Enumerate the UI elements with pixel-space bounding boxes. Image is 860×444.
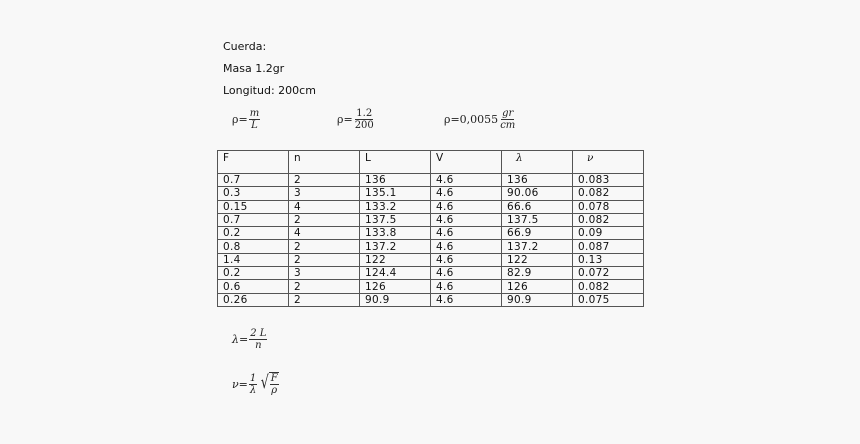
table-cell: 0.3 bbox=[218, 187, 289, 200]
table-cell: 4.6 bbox=[431, 187, 502, 200]
formula-wavelength: λ= $\frac{2 L}{n}$ bbox=[232, 328, 267, 351]
table-cell: 2 bbox=[289, 213, 360, 226]
table-cell: 4 bbox=[289, 200, 360, 213]
table-cell: 0.2 bbox=[218, 227, 289, 240]
header-f: F bbox=[218, 151, 289, 174]
table-cell: 122 bbox=[360, 253, 431, 266]
table-row bbox=[218, 227, 644, 240]
table-cell: 136 bbox=[502, 174, 573, 187]
table-header-row bbox=[218, 151, 644, 174]
table-cell: 0.2 bbox=[218, 267, 289, 280]
header-l: L bbox=[360, 151, 431, 174]
table-cell: 135.1 bbox=[360, 187, 431, 200]
table-cell: 4 bbox=[289, 227, 360, 240]
table-cell: 137.5 bbox=[502, 213, 573, 226]
table-cell: 133.8 bbox=[360, 227, 431, 240]
mass-label: Masa 1.2gr bbox=[223, 62, 285, 75]
table-cell: 0.083 bbox=[573, 174, 644, 187]
formula-frequency: ν= $\frac{1}{\lambda}$ √ $\frac{F}{\rho}$ bbox=[232, 372, 278, 396]
table-cell: 126 bbox=[502, 280, 573, 293]
table-cell: 133.2 bbox=[360, 200, 431, 213]
table-cell: 0.082 bbox=[573, 187, 644, 200]
table-cell: 122 bbox=[502, 253, 573, 266]
table-cell: 90.06 bbox=[502, 187, 573, 200]
table-cell: 2 bbox=[289, 253, 360, 266]
table-cell: 2 bbox=[289, 240, 360, 253]
table-cell: 90.9 bbox=[502, 293, 573, 306]
table-cell: 90.9 bbox=[360, 293, 431, 306]
square-root: √ $\frac{F}{\rho}$ bbox=[261, 372, 278, 396]
table-cell: 82.9 bbox=[502, 267, 573, 280]
table-row bbox=[218, 174, 644, 187]
table-cell: 137.5 bbox=[360, 213, 431, 226]
formula-rho-definition: ρ= $\frac{m}{L}$ bbox=[232, 108, 260, 131]
table-cell: 3 bbox=[289, 267, 360, 280]
table-cell: 0.072 bbox=[573, 267, 644, 280]
table-cell: 2 bbox=[289, 293, 360, 306]
table-row bbox=[218, 293, 644, 306]
table-cell: 2 bbox=[289, 174, 360, 187]
table-cell: 0.6 bbox=[218, 280, 289, 293]
table-cell: 4.6 bbox=[431, 200, 502, 213]
table-cell: 2 bbox=[289, 280, 360, 293]
table-cell: 4.6 bbox=[431, 280, 502, 293]
table-row bbox=[218, 187, 644, 200]
table-row bbox=[218, 213, 644, 226]
table-cell: 0.26 bbox=[218, 293, 289, 306]
table-row bbox=[218, 267, 644, 280]
table-cell: 1.4 bbox=[218, 253, 289, 266]
table-cell: 0.082 bbox=[573, 280, 644, 293]
table-cell: 124.4 bbox=[360, 267, 431, 280]
header-lambda: λ bbox=[502, 151, 573, 174]
table-cell: 0.7 bbox=[218, 213, 289, 226]
table-cell: 0.13 bbox=[573, 253, 644, 266]
table-cell: 0.09 bbox=[573, 227, 644, 240]
table-cell: 0.082 bbox=[573, 213, 644, 226]
table-cell: 4.6 bbox=[431, 240, 502, 253]
table-cell: 137.2 bbox=[502, 240, 573, 253]
table-row bbox=[218, 240, 644, 253]
header-nu: ν bbox=[573, 151, 644, 174]
formula-rho-substitution: ρ= $\frac{1.2}{200}$ bbox=[337, 108, 374, 131]
table-cell: 0.8 bbox=[218, 240, 289, 253]
table-cell: 0.078 bbox=[573, 200, 644, 213]
table-row bbox=[218, 253, 644, 266]
table-cell: 66.6 bbox=[502, 200, 573, 213]
table-cell: 0.087 bbox=[573, 240, 644, 253]
table-cell: 126 bbox=[360, 280, 431, 293]
table-cell: 66.9 bbox=[502, 227, 573, 240]
table-cell: 4.6 bbox=[431, 213, 502, 226]
length-label: Longitud: 200cm bbox=[223, 84, 316, 97]
table-cell: 137.2 bbox=[360, 240, 431, 253]
table-cell: 0.15 bbox=[218, 200, 289, 213]
table-cell: 0.7 bbox=[218, 174, 289, 187]
measurements-table bbox=[217, 150, 644, 307]
formula-rho-value: ρ=0,0055 $\frac{gr}{cm}$ bbox=[444, 108, 516, 131]
string-title: Cuerda: bbox=[223, 40, 267, 53]
header-v: V bbox=[431, 151, 502, 174]
table-cell: 0.075 bbox=[573, 293, 644, 306]
table-row bbox=[218, 200, 644, 213]
table-cell: 4.6 bbox=[431, 174, 502, 187]
table-cell: 136 bbox=[360, 174, 431, 187]
table-cell: 4.6 bbox=[431, 267, 502, 280]
table-cell: 4.6 bbox=[431, 227, 502, 240]
table-cell: 4.6 bbox=[431, 253, 502, 266]
header-n: n bbox=[289, 151, 360, 174]
table-row bbox=[218, 280, 644, 293]
table-cell: 3 bbox=[289, 187, 360, 200]
table-cell: 4.6 bbox=[431, 293, 502, 306]
